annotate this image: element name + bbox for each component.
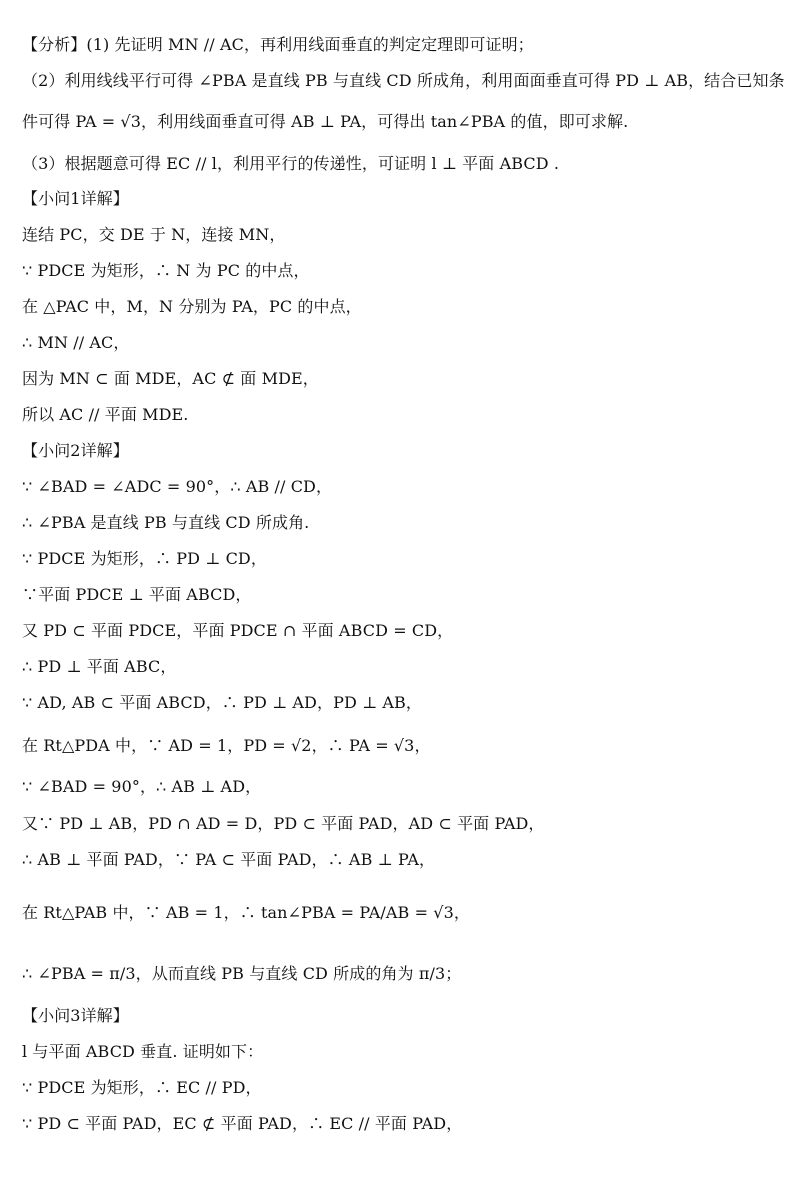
solution-line: ∴ ∠PBA 是直线 PB 与直线 CD 所成角. [22,513,310,532]
solution-line: ∵ PD ⊂ 平面 PAD，EC ⊄ 平面 PAD，∴ EC // 平面 PAD， [22,1114,463,1133]
solution-line: ∴ AB ⊥ 平面 PAD，∵ PA ⊂ 平面 PAD，∴ AB ⊥ PA， [22,850,436,869]
solution-line: 在 Rt△PDA 中，∵ AD = 1，PD = √2，∴ PA = √3， [22,736,431,755]
solution-line: ∵ ∠BAD = 90°，∴ AB ⊥ AD， [22,777,262,796]
section-heading-1: 【小问1详解】 [22,189,129,208]
solution-line: 又 PD ⊂ 平面 PDCE，平面 PDCE ∩ 平面 ABCD = CD， [22,621,454,640]
analysis-line-1: 【分析】(1) 先证明 MN // AC，再利用线面垂直的判定定理即可证明； [22,35,534,54]
section-heading-2: 【小问2详解】 [22,441,129,460]
solution-line: ∴ ∠PBA = π/3，从而直线 PB 与直线 CD 所成的角为 π/3； [22,964,462,983]
solution-line: 在 △PAC 中，M，N 分别为 PA，PC 的中点， [22,297,362,316]
solution-line: 又∵ PD ⊥ AB，PD ∩ AD = D，PD ⊂ 平面 PAD，AD ⊂ 平面 PAD， [22,814,545,833]
section-heading-3: 【小问3详解】 [22,1006,129,1025]
solution-line: 在 Rt△PAB 中，∵ AB = 1，∴ tan∠PBA = PA/AB = √3， [22,903,470,922]
solution-line: ∵平面 PDCE ⊥ 平面 ABCD， [22,585,252,604]
solution-line: ∵ ∠BAD = ∠ADC = 90°，∴ AB // CD， [22,477,333,496]
analysis-line-2: （2）利用线线平行可得 ∠PBA 是直线 PB 与直线 CD 所成角，利用面面垂直可得 PD ⊥ AB，结合已知条 [22,71,785,90]
analysis-line-3: 件可得 PA = √3，利用线面垂直可得 AB ⊥ PA，可得出 tan∠PBA 的值，即可求解. [22,112,629,131]
analysis-line-4: （3）根据题意可得 EC // l，利用平行的传递性，可证明 l ⊥ 平面 ABCD . [22,154,560,173]
solution-line: ∵ PDCE 为矩形，∴ EC // PD， [22,1078,262,1097]
solution-line: ∵ PDCE 为矩形，∴ PD ⊥ CD， [22,549,267,568]
solution-line: 因为 MN ⊂ 面 MDE，AC ⊄ 面 MDE， [22,369,319,388]
solution-line: ∵ AD, AB ⊂ 平面 ABCD，∴ PD ⊥ AD，PD ⊥ AB， [22,693,423,712]
solution-line: 所以 AC // 平面 MDE. [22,405,189,424]
solution-line: 连结 PC，交 DE 于 N，连接 MN， [22,225,286,244]
solution-line: ∵ PDCE 为矩形，∴ N 为 PC 的中点， [22,261,310,280]
solution-line: ∴ MN // AC， [22,333,130,352]
solution-line: l 与平面 ABCD 垂直. 证明如下： [22,1042,264,1061]
solution-line: ∴ PD ⊥ 平面 ABC， [22,657,177,676]
